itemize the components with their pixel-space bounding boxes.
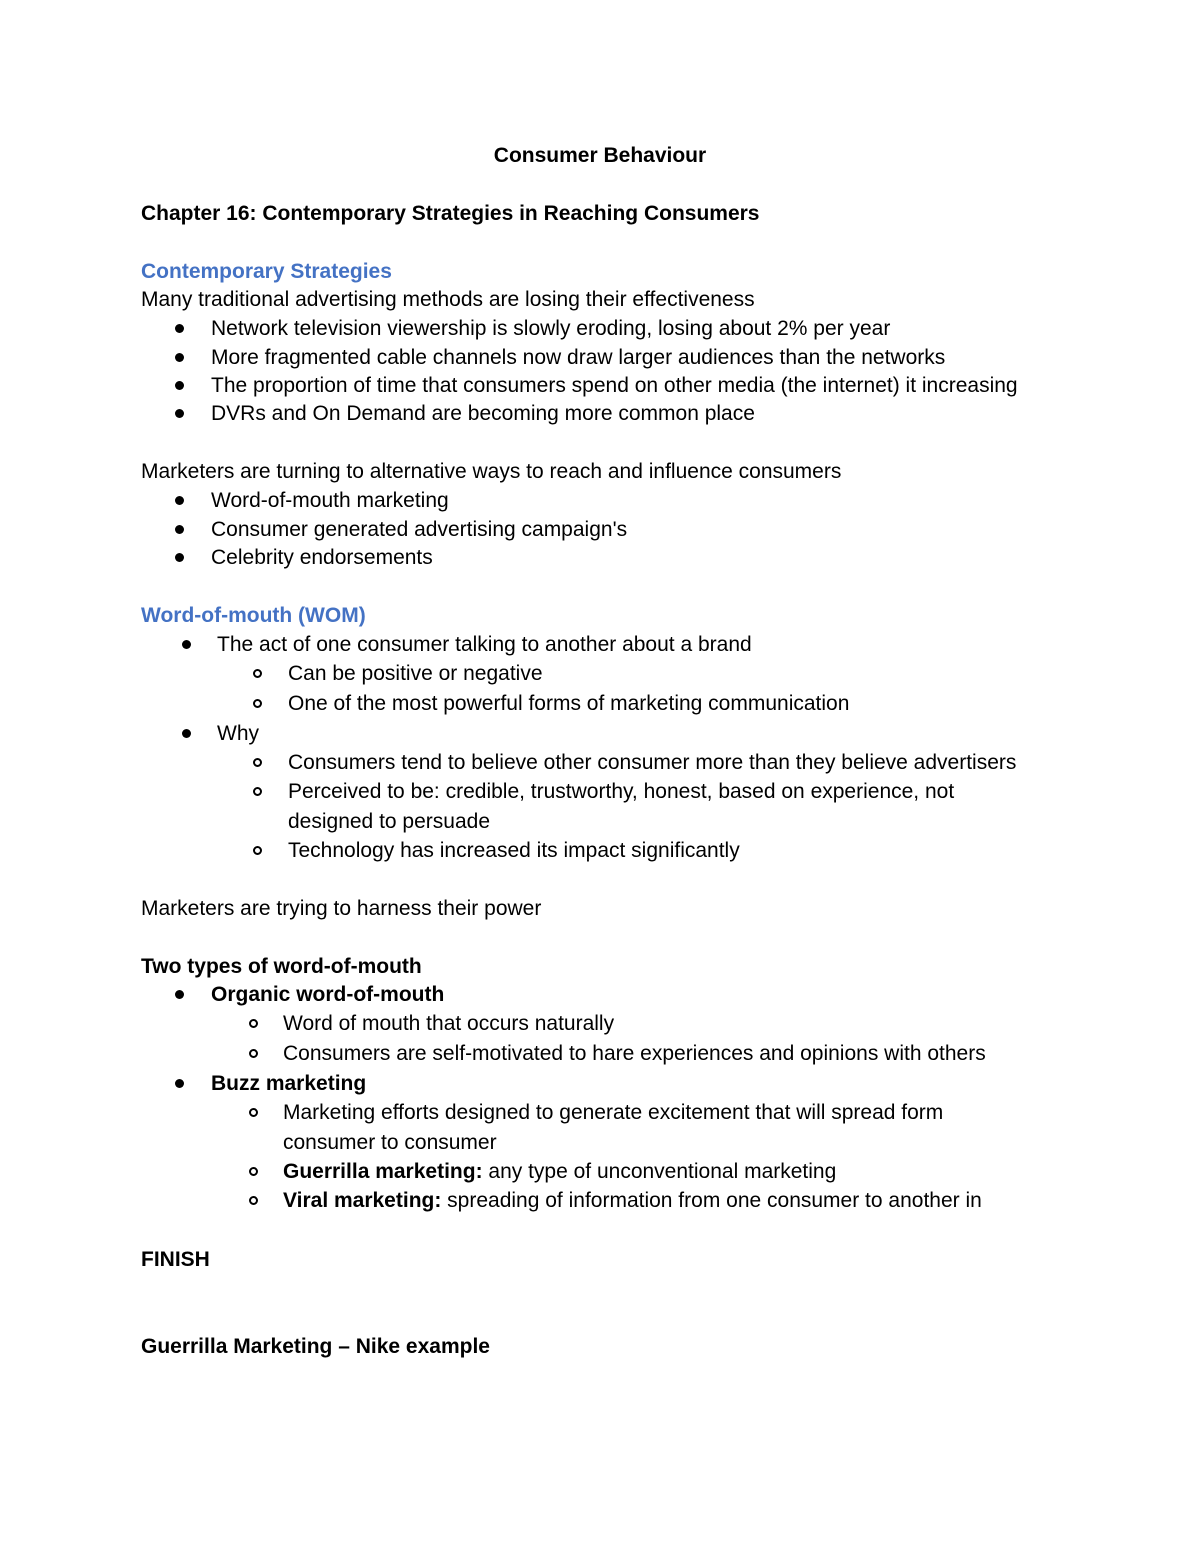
bullet-icon bbox=[182, 729, 191, 738]
sub-list-item-viral bbox=[283, 1187, 982, 1215]
bullet-icon bbox=[175, 496, 184, 505]
sub-bullet-icon bbox=[253, 758, 262, 767]
sub-list-item-guerrilla bbox=[283, 1158, 836, 1186]
bullet-icon bbox=[175, 353, 184, 362]
list-item: Celebrity endorsements bbox=[211, 546, 433, 569]
section-heading-nike: Guerrilla Marketing – Nike example bbox=[141, 1335, 490, 1358]
sub-bullet-icon bbox=[253, 787, 262, 796]
sub-bullet-icon bbox=[249, 1049, 258, 1058]
sub-list-item: Technology has increased its impact significantly bbox=[288, 839, 740, 862]
paragraph: Marketers are trying to harness their power bbox=[141, 897, 542, 920]
sub-bullet-icon bbox=[253, 669, 262, 678]
bullet-icon bbox=[175, 525, 184, 534]
bullet-icon bbox=[175, 1079, 184, 1088]
sub-bullet-icon bbox=[253, 846, 262, 855]
list-item: Network television viewership is slowly eroding, losing about 2% per year bbox=[211, 317, 891, 340]
bullet-icon bbox=[175, 553, 184, 562]
sub-bullet-icon bbox=[253, 699, 262, 708]
sub-list-item: Perceived to be: credible, trustworthy, honest, based on experience, not bbox=[288, 780, 955, 803]
list-item: The proportion of time that consumers spend on other media (the internet) it increasing bbox=[211, 374, 1018, 397]
sub-list-item: Word of mouth that occurs naturally bbox=[283, 1012, 615, 1035]
bullet-icon bbox=[175, 324, 184, 333]
sub-list-item: Consumers are self-motivated to hare experiences and opinions with others bbox=[283, 1042, 986, 1065]
sub-bullet-icon bbox=[249, 1196, 258, 1205]
paragraph: Marketers are turning to alternative ways to reach and influence consumers bbox=[141, 460, 842, 483]
sub-bullet-icon bbox=[249, 1108, 258, 1117]
finish-label: FINISH bbox=[141, 1248, 210, 1271]
sub-list-item: Marketing efforts designed to generate excitement that will spread form bbox=[283, 1101, 944, 1124]
sub-list-item-continuation: designed to persuade bbox=[288, 810, 490, 833]
term-viral: Viral marketing: bbox=[283, 1189, 442, 1212]
sub-bullet-icon bbox=[249, 1167, 258, 1176]
bullet-icon bbox=[175, 409, 184, 418]
section-heading-types: Two types of word-of-mouth bbox=[141, 955, 422, 978]
list-item: More fragmented cable channels now draw larger audiences than the networks bbox=[211, 346, 946, 369]
document-title: Consumer Behaviour bbox=[493, 144, 707, 167]
list-item: Word-of-mouth marketing bbox=[211, 489, 449, 512]
list-item: Consumer generated advertising campaign's bbox=[211, 518, 628, 541]
bullet-icon bbox=[175, 381, 184, 390]
chapter-heading: Chapter 16: Contemporary Strategies in Reaching Consumers bbox=[141, 202, 760, 225]
definition-guerrilla: any type of unconventional marketing bbox=[482, 1160, 837, 1183]
sub-list-item-continuation: consumer to consumer bbox=[283, 1131, 497, 1154]
term-guerrilla: Guerrilla marketing: bbox=[283, 1160, 483, 1183]
bullet-icon bbox=[182, 640, 191, 649]
bullet-icon bbox=[175, 990, 184, 999]
list-item: The act of one consumer talking to another about a brand bbox=[217, 633, 752, 656]
list-item: Why bbox=[217, 722, 259, 745]
sub-list-item: Consumers tend to believe other consumer more than they believe advertisers bbox=[288, 751, 1017, 774]
section-heading-contemporary: Contemporary Strategies bbox=[141, 260, 392, 283]
sub-bullet-icon bbox=[249, 1019, 258, 1028]
sub-list-item: Can be positive or negative bbox=[288, 662, 543, 685]
section-heading-wom: Word-of-mouth (WOM) bbox=[141, 604, 366, 627]
list-item-organic: Organic word-of-mouth bbox=[211, 983, 445, 1006]
definition-viral: spreading of information from one consumer to another in bbox=[441, 1189, 982, 1212]
paragraph: Many traditional advertising methods are losing their effectiveness bbox=[141, 288, 755, 311]
list-item: DVRs and On Demand are becoming more common place bbox=[211, 402, 755, 425]
sub-list-item: One of the most powerful forms of marketing communication bbox=[288, 692, 850, 715]
list-item-buzz: Buzz marketing bbox=[211, 1072, 367, 1095]
